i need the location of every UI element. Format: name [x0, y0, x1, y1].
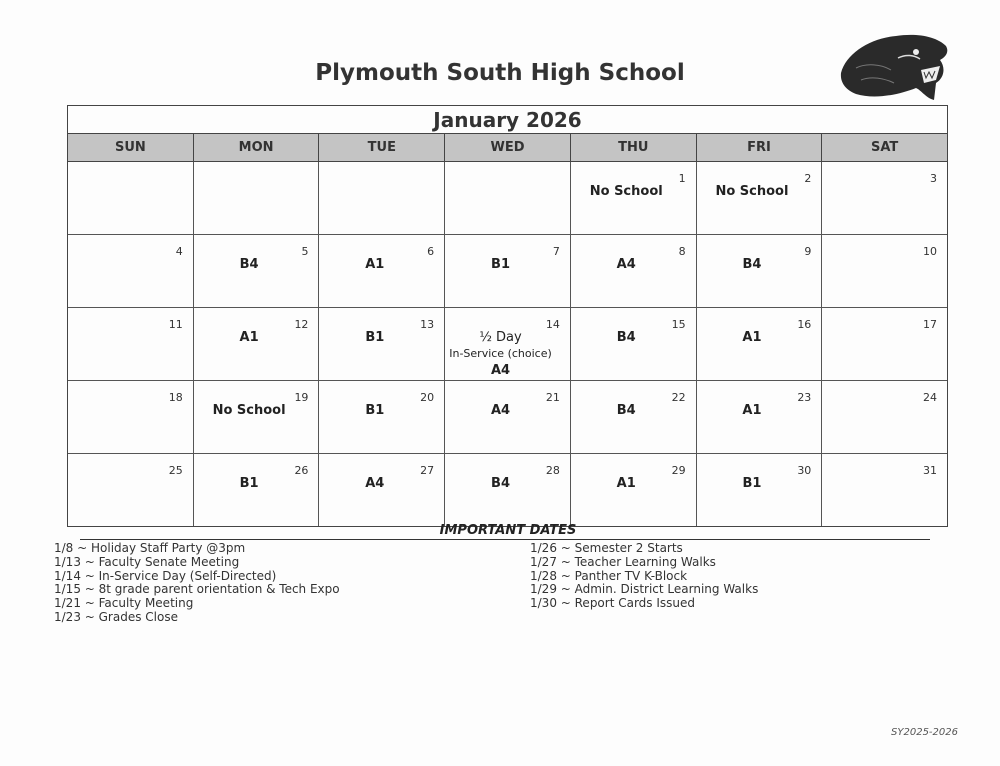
calendar-grid: [67, 105, 948, 527]
day-cell: [696, 454, 822, 526]
day-number: 19: [294, 391, 309, 404]
day-cell: [570, 381, 696, 453]
important-dates-title: IMPORTANT DATES: [439, 523, 577, 538]
day-number: 20: [420, 391, 435, 404]
day-cell: [570, 308, 696, 380]
day-cell: [318, 162, 444, 234]
calendar-weeks: [68, 162, 947, 526]
day-content: [571, 257, 682, 272]
important-dates-right: [530, 542, 758, 611]
important-date-item: 1/27 ~ Teacher Learning Walks: [530, 554, 716, 569]
day-number: 15: [671, 318, 686, 331]
day-schedule: B4: [239, 257, 259, 272]
day-schedule: A4: [365, 476, 385, 491]
day-cell: [193, 308, 319, 380]
day-schedule: A4: [490, 403, 511, 418]
important-date-item: 1/28 ~ Panther TV K-Block: [530, 568, 688, 583]
day-cell: [444, 454, 570, 526]
day-cell: [696, 162, 822, 234]
day-cell: [68, 162, 193, 234]
day-cell: [193, 162, 319, 234]
weekday-wed: WED: [444, 134, 570, 161]
day-content: [571, 476, 682, 491]
day-number: 26: [294, 464, 309, 477]
day-number: 1: [678, 172, 686, 185]
day-content: [194, 403, 305, 418]
important-date-item: 1/23 ~ Grades Close: [54, 609, 178, 624]
day-number: 23: [797, 391, 812, 404]
day-content: [445, 403, 556, 418]
day-number: 3: [930, 172, 938, 185]
day-cell: [318, 308, 444, 380]
day-cell: [821, 308, 947, 380]
day-cell: [68, 308, 193, 380]
day-cell: [570, 235, 696, 307]
day-content: [697, 257, 808, 272]
day-cell: [444, 308, 570, 380]
day-content: [445, 257, 556, 272]
day-schedule: B1: [742, 476, 762, 491]
day-number: 16: [797, 318, 812, 331]
weekday-tue: TUE: [318, 134, 444, 161]
day-schedule: A1: [742, 403, 762, 418]
day-schedule: A1: [365, 257, 385, 272]
day-schedule: B4: [616, 330, 636, 345]
calendar-week: [68, 162, 947, 235]
day-content: [571, 403, 682, 418]
day-schedule: B4: [742, 257, 762, 272]
day-number: 30: [797, 464, 812, 477]
day-number: 28: [545, 464, 560, 477]
day-cell: [696, 235, 822, 307]
day-cell: [68, 235, 193, 307]
day-number: 18: [168, 391, 183, 404]
day-cell: [318, 381, 444, 453]
school-year-footer: SY2025-2026: [891, 727, 958, 738]
day-number: 21: [545, 391, 560, 404]
day-number: 31: [923, 464, 938, 477]
day-content: [319, 403, 430, 418]
important-dates-left: [54, 542, 340, 625]
day-schedule: B1: [239, 476, 259, 491]
weekday-thu: THU: [570, 134, 696, 161]
day-number: 8: [678, 245, 686, 258]
day-number: 10: [923, 245, 938, 258]
month-title: January 2026: [68, 106, 947, 134]
day-number: 24: [923, 391, 938, 404]
day-number: 25: [168, 464, 183, 477]
school-title: Plymouth South High School: [315, 60, 685, 86]
day-cell: [570, 454, 696, 526]
day-schedule: No School: [589, 184, 663, 199]
weekday-sun: SUN: [114, 140, 146, 155]
day-cell: [821, 162, 947, 234]
day-content: [571, 184, 682, 199]
day-cell: [821, 454, 947, 526]
day-content: [194, 257, 305, 272]
day-schedule: ½ Day: [479, 330, 522, 345]
day-schedule: A1: [616, 476, 636, 491]
day-content: [697, 403, 808, 418]
day-cell: [68, 454, 193, 526]
day-schedule: No School: [212, 403, 286, 418]
calendar-week: [68, 235, 947, 308]
day-number: 12: [294, 318, 309, 331]
calendar-week: [68, 454, 947, 526]
day-schedule: A1: [742, 330, 762, 345]
day-content: [697, 330, 808, 345]
day-schedule: B1: [491, 257, 510, 272]
day-content: [319, 330, 430, 345]
day-number: 2: [804, 172, 812, 185]
panther-logo-icon: [836, 28, 951, 108]
day-number: 6: [427, 245, 435, 258]
day-number: 5: [301, 245, 309, 258]
day-cell: [821, 235, 947, 307]
day-schedule-block: A4: [490, 363, 511, 378]
weekday-sat: SAT: [821, 134, 947, 161]
important-date-item: 1/30 ~ Report Cards Issued: [530, 596, 696, 611]
day-cell: [570, 162, 696, 234]
day-schedule: B1: [365, 330, 385, 345]
day-number: 29: [671, 464, 686, 477]
important-dates-divider: [80, 539, 930, 540]
day-cell: [193, 381, 319, 453]
day-content: [194, 476, 305, 491]
day-number: 14: [545, 318, 560, 331]
day-content: [319, 257, 430, 272]
day-number: 13: [420, 318, 435, 331]
day-cell: [696, 308, 822, 380]
day-cell: [696, 381, 822, 453]
day-number: 22: [671, 391, 686, 404]
day-cell: [444, 162, 570, 234]
weekday-fri: FRI: [696, 134, 822, 161]
day-content: [571, 330, 682, 345]
important-date-item: 1/26 ~ Semester 2 Starts: [530, 541, 683, 555]
day-schedule: A1: [239, 330, 259, 345]
important-date-item: 1/13 ~ Faculty Senate Meeting: [54, 554, 240, 569]
day-number: 4: [175, 245, 183, 258]
day-content: [319, 476, 430, 491]
day-cell: [193, 454, 319, 526]
day-number: 7: [552, 245, 560, 258]
day-number: 9: [804, 245, 812, 258]
day-content: [445, 330, 556, 378]
calendar-week: [68, 381, 947, 454]
day-number: 27: [420, 464, 435, 477]
day-schedule: B1: [365, 403, 385, 418]
day-content: [697, 476, 808, 491]
day-schedule: No School: [715, 184, 789, 199]
day-schedule: B4: [616, 403, 636, 418]
day-number: 11: [168, 318, 183, 331]
day-schedule: A4: [616, 257, 636, 272]
day-schedule: B4: [491, 476, 510, 491]
important-date-item: 1/8 ~ Holiday Staff Party @3pm: [54, 541, 246, 555]
day-cell: [821, 381, 947, 453]
day-cell: [193, 235, 319, 307]
day-content: [194, 330, 305, 345]
day-cell: [444, 381, 570, 453]
important-date-item: 1/29 ~ Admin. District Learning Walks: [530, 582, 759, 597]
day-note: In-Service (choice): [449, 347, 552, 360]
day-cell: [68, 381, 193, 453]
day-content: [697, 184, 808, 199]
day-cell: [444, 235, 570, 307]
weekday-header: [68, 134, 947, 162]
day-cell: [318, 235, 444, 307]
day-number: 17: [923, 318, 938, 331]
important-date-item: 1/15 ~ 8t grade parent orientation & Tech Expo: [54, 582, 340, 597]
important-date-item: 1/21 ~ Faculty Meeting: [54, 596, 194, 611]
day-cell: [318, 454, 444, 526]
important-date-item: 1/14 ~ In-Service Day (Self-Directed): [54, 568, 277, 583]
calendar-week: [68, 308, 947, 381]
weekday-mon: MON: [193, 134, 319, 161]
day-content: [445, 476, 556, 491]
